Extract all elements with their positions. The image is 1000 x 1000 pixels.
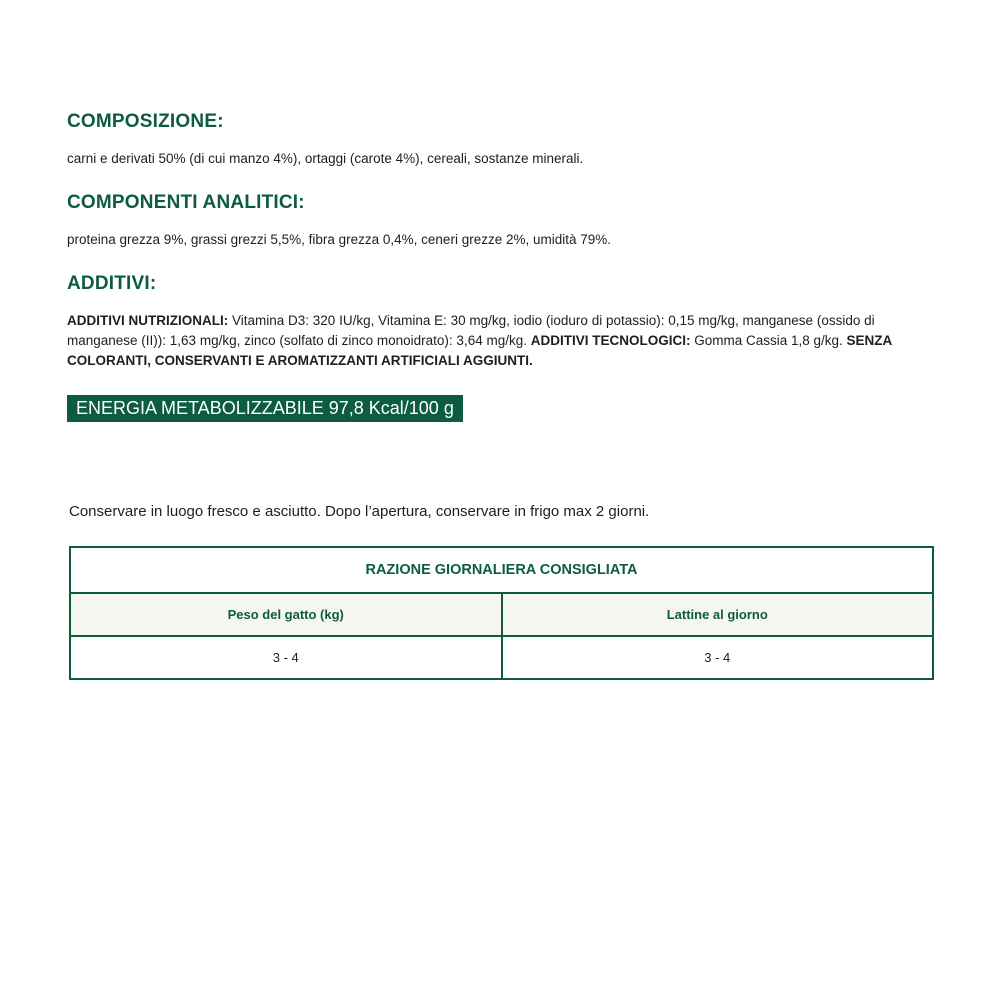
composizione-text: carni e derivati 50% (di cui manzo 4%), ortaggi (carote 4%), cereali, sostanze minerali. [67, 151, 584, 166]
table-row [70, 636, 933, 679]
additivi-text [67, 311, 937, 371]
additivi-nutrizionali-text: Vitamina D3: 320 IU/kg, Vitamina E: 30 mg/kg, iodio (ioduro di potassio): 0,15 mg/kg, manganese (ossido di manganese (II)): 1,63 mg/kg, zinco (solfato di zinco monoidrato): 3,64 mg/kg. [67, 313, 875, 348]
additivi-heading: ADDITIVI: [67, 273, 157, 294]
ration-table-title-row [70, 547, 933, 593]
cell-weight: 3 - 4 [70, 636, 502, 679]
ration-table-header-row [70, 593, 933, 636]
componenti-analitici-heading: COMPONENTI ANALITICI: [67, 192, 305, 213]
ration-table-title: RAZIONE GIORNALIERA CONSIGLIATA [70, 547, 933, 593]
additivi-nutrizionali-label: ADDITIVI NUTRIZIONALI: [67, 313, 229, 328]
composizione-heading: COMPOSIZIONE: [67, 111, 224, 132]
additivi-tecnologici-label: ADDITIVI TECNOLOGICI: [530, 333, 691, 348]
ration-table [69, 546, 934, 680]
column-header-cans: Lattine al giorno [502, 593, 934, 636]
energy-badge: ENERGIA METABOLIZZABILE 97,8 Kcal/100 g [67, 395, 463, 422]
senza-additivi-label: SENZA COLORANTI, CONSERVANTI E AROMATIZZANTI ARTIFICIALI AGGIUNTI. [67, 333, 892, 368]
additivi-tecnologici-text: Gomma Cassia 1,8 g/kg. [690, 333, 847, 348]
column-header-weight: Peso del gatto (kg) [70, 593, 502, 636]
cell-cans: 3 - 4 [502, 636, 934, 679]
componenti-analitici-text: proteina grezza 9%, grassi grezzi 5,5%, fibra grezza 0,4%, ceneri grezze 2%, umidità 79%. [67, 232, 612, 247]
storage-instructions: Conservare in luogo fresco e asciutto. Dopo l’apertura, conservare in frigo max 2 giorni. [69, 503, 650, 520]
